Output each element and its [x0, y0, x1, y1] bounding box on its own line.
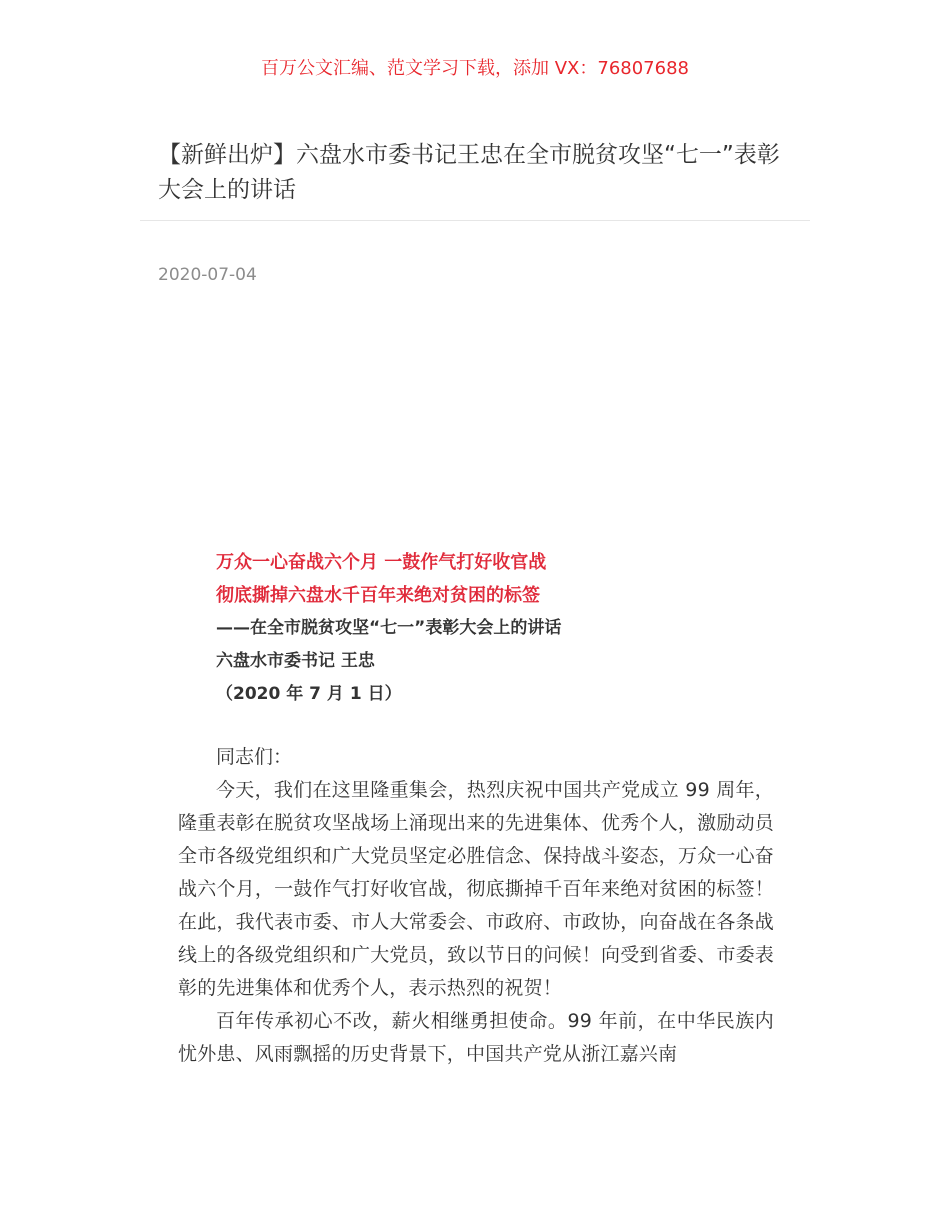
speech-headline-1: 万众一心奋战六个月 一鼓作气打好收官战: [216, 552, 547, 573]
section-spacer: [178, 711, 774, 741]
article-body: [178, 546, 774, 1071]
speech-speaker: 六盘水市委书记 王忠: [216, 651, 375, 671]
article-title: 【新鲜出炉】六盘水市委书记王忠在全市脱贫攻坚“七一”表彰大会上的讲话: [158, 142, 780, 203]
publish-date: 2020-07-04: [158, 265, 257, 285]
title-divider: [140, 220, 810, 221]
speech-subtitle: ——在全市脱贫攻坚“七一”表彰大会上的讲话: [216, 618, 562, 638]
speech-paragraph: 百年传承初心不改，薪火相继勇担使命。99 年前，在中华民族内忧外患、风雨飘摇的历史背景下，中国共产党从浙江嘉兴南: [178, 1010, 774, 1065]
promo-banner: 百万公文汇编、范文学习下载，添加 VX：76807688: [261, 58, 689, 79]
speech-salutation: 同志们：: [216, 746, 293, 768]
speech-headline-2: 彻底撕掉六盘水千百年来绝对贫困的标签: [216, 585, 540, 606]
speech-date: （2020 年 7 月 1 日）: [216, 684, 402, 704]
speech-paragraph: 今天，我们在这里隆重集会，热烈庆祝中国共产党成立 99 周年，隆重表彰在脱贫攻坚战场上涌现出来的先进集体、优秀个人，激励动员全市各级党组织和广大党员坚定必胜信念、保持战斗姿态，万众一心奋战六个月，一鼓作气打好收官战，彻底撕掉千百年来绝对贫困的标签！在此，我代表市委、市人大常委会、市政府、市政协，向奋战在各条战线上的各级党组织和广大党员，致以节日的问候！向受到省委、市委表彰的先进集体和优秀个人，表示热烈的祝贺！: [178, 779, 774, 999]
